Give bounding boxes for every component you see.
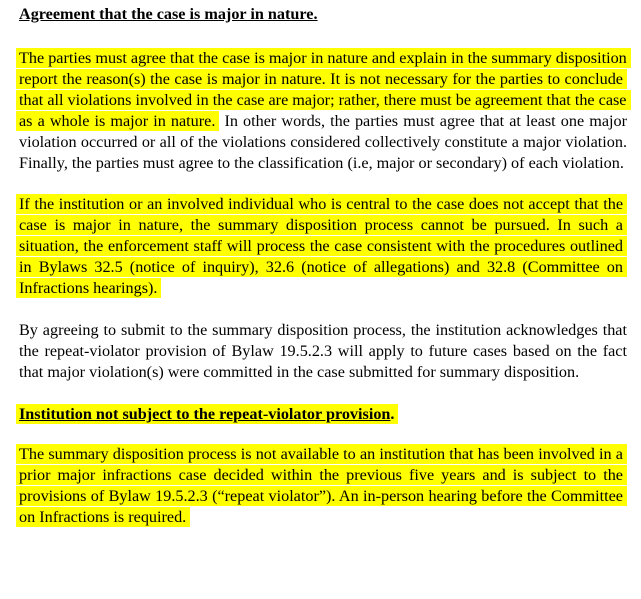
- highlighted-text-major-nature: The parties must agree that the case is major in nature and explain in the summary disposition report the reason(s) the case is major in nature. It is not necessary for the parties to conclude that all violations involved in the case are major; rather, there must be agreement that the case as a whole is major in nature.: [16, 48, 631, 131]
- highlighted-heading-repeat-violator: [16, 404, 398, 424]
- paragraph-not-accepted: [19, 194, 627, 299]
- paragraph-major-nature-rest: In other words, the parties must agree that at least one major violation occurred or all of the violations considered collectively constitute a major violation. Finally, the parties must agree to the classification (i.e, major or secondary) of each violation.: [19, 112, 627, 172]
- heading-major-nature-text: Agreement that the case is major in nature.: [19, 5, 318, 23]
- heading-major-nature: [19, 4, 627, 25]
- highlighted-text-prior-case: The summary disposition process is not available to an institution that has been involved in a prior major infractions case decided within the previous five years and is subject to the provisions of Bylaw 19.5.2.3 (“repeat violator”). An in-person hearing before the Committee on Infractions is required.: [16, 444, 627, 527]
- heading-repeat-violator-text: Institution not subject to the repeat-violator provision: [19, 405, 391, 423]
- paragraph-repeat-violator-acknowledgement: [19, 320, 627, 383]
- document-page: [19, 4, 627, 528]
- paragraph-prior-case: [19, 444, 627, 528]
- paragraph-major-nature: [19, 48, 627, 174]
- highlighted-text-not-accepted: If the institution or an involved individual who is central to the case does not accept that the case is major in nature, the summary disposition process cannot be pursued. In such a situation, the enforcement staff will process the case consistent with the procedures outlined in Bylaws 32.5 (notice of inquiry), 32.6 (notice of allegations) and 32.8 (Committee on Infractions hearings).: [16, 194, 627, 298]
- paragraph-repeat-violator-acknowledgement-text: By agreeing to submit to the summary disposition process, the institution acknowledges that the repeat-violator provision of Bylaw 19.5.2.3 will apply to future cases based on the fact that major violation(s) were committed in the case submitted for summary disposition.: [19, 321, 627, 381]
- heading-repeat-violator: [19, 404, 627, 425]
- heading-repeat-violator-period: .: [390, 405, 395, 423]
